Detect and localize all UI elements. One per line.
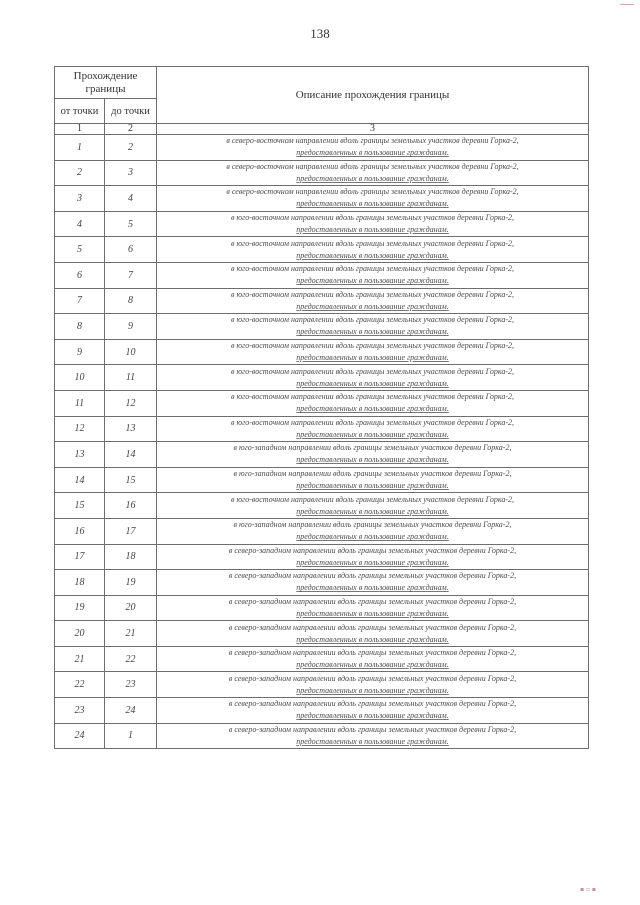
description-line-2: предоставленных в пользование гражданам. xyxy=(296,199,449,209)
description-line-1: в юго-восточном направлении вдоль границы земельных участков деревни Горка-2, xyxy=(230,315,515,325)
to-point-cell: 16 xyxy=(105,493,157,519)
description-line-2: предоставленных в пользование гражданам. xyxy=(296,327,449,337)
header-description: Описание прохождения границы xyxy=(157,67,589,124)
description-line-1: в юго-восточном направлении вдоль границы земельных участков деревни Горка-2, xyxy=(230,289,515,299)
description-line-2: предоставленных в пользование гражданам. xyxy=(296,378,449,388)
description-line-1: в северо-западном направлении вдоль границы земельных участков деревни Горка-2, xyxy=(228,648,517,658)
to-point-cell: 4 xyxy=(105,186,157,212)
table-row xyxy=(55,544,589,570)
from-point-cell: 7 xyxy=(55,288,105,314)
from-point-cell: 8 xyxy=(55,314,105,340)
description-cell xyxy=(157,672,589,698)
from-point-cell: 14 xyxy=(55,467,105,493)
column-number: 1 xyxy=(55,124,105,135)
description-line-1: в северо-западном направлении вдоль границы земельных участков деревни Горка-2, xyxy=(228,724,517,734)
description-line-1: в юго-восточном направлении вдоль границы земельных участков деревни Горка-2, xyxy=(230,494,515,504)
description-line-1: в северо-западном направлении вдоль границы земельных участков деревни Горка-2, xyxy=(228,571,517,581)
description-line-2: предоставленных в пользование гражданам. xyxy=(296,225,449,235)
table-row xyxy=(55,442,589,468)
to-point-cell: 18 xyxy=(105,544,157,570)
description-cell xyxy=(157,544,589,570)
description-cell xyxy=(157,416,589,442)
description-line-2: предоставленных в пользование гражданам. xyxy=(296,736,449,746)
from-point-cell: 2 xyxy=(55,160,105,186)
boundary-table xyxy=(54,66,589,749)
to-point-cell: 1 xyxy=(105,723,157,749)
to-point-cell: 13 xyxy=(105,416,157,442)
table-row xyxy=(55,211,589,237)
description-cell xyxy=(157,135,589,161)
from-point-cell: 10 xyxy=(55,365,105,391)
description-cell xyxy=(157,698,589,724)
from-point-cell: 6 xyxy=(55,262,105,288)
from-point-cell: 1 xyxy=(55,135,105,161)
description-line-1: в северо-западном направлении вдоль границы земельных участков деревни Горка-2, xyxy=(228,622,517,632)
table-row xyxy=(55,237,589,263)
description-cell xyxy=(157,160,589,186)
to-point-cell: 14 xyxy=(105,442,157,468)
description-cell xyxy=(157,339,589,365)
table-row xyxy=(55,314,589,340)
description-line-1: в юго-восточном направлении вдоль границы земельных участков деревни Горка-2, xyxy=(230,341,515,351)
to-point-cell: 21 xyxy=(105,621,157,647)
description-cell xyxy=(157,723,589,749)
to-point-cell: 2 xyxy=(105,135,157,161)
table-row xyxy=(55,467,589,493)
description-line-2: предоставленных в пользование гражданам. xyxy=(296,250,449,260)
description-cell xyxy=(157,493,589,519)
header-from-point: от точки xyxy=(55,99,105,124)
description-line-2: предоставленных в пользование гражданам. xyxy=(296,148,449,158)
table-row xyxy=(55,262,589,288)
from-point-cell: 22 xyxy=(55,672,105,698)
from-point-cell: 9 xyxy=(55,339,105,365)
table-row xyxy=(55,646,589,672)
description-line-1: в северо-западном направлении вдоль границы земельных участков деревни Горка-2, xyxy=(228,596,517,606)
to-point-cell: 8 xyxy=(105,288,157,314)
from-point-cell: 13 xyxy=(55,442,105,468)
from-point-cell: 12 xyxy=(55,416,105,442)
description-cell xyxy=(157,442,589,468)
from-point-cell: 21 xyxy=(55,646,105,672)
description-line-1: в северо-западном направлении вдоль границы земельных участков деревни Горка-2, xyxy=(228,673,517,683)
stamp-mark: ▪ ▫ ▪ xyxy=(579,886,596,893)
description-line-1: в юго-восточном направлении вдоль границы земельных участков деревни Горка-2, xyxy=(230,238,515,248)
column-number: 3 xyxy=(157,124,589,135)
description-cell xyxy=(157,646,589,672)
from-point-cell: 15 xyxy=(55,493,105,519)
description-cell xyxy=(157,621,589,647)
description-cell xyxy=(157,262,589,288)
table-row xyxy=(55,186,589,212)
description-cell xyxy=(157,518,589,544)
table-row xyxy=(55,160,589,186)
description-line-1: в северо-восточном направлении вдоль границы земельных участков деревни Горка-2, xyxy=(226,161,519,171)
to-point-cell: 23 xyxy=(105,672,157,698)
description-line-2: предоставленных в пользование гражданам. xyxy=(296,506,449,516)
from-point-cell: 23 xyxy=(55,698,105,724)
to-point-cell: 17 xyxy=(105,518,157,544)
column-number-row xyxy=(55,124,589,135)
description-cell xyxy=(157,237,589,263)
description-line-1: в юго-западном направлении вдоль границы земельных участков деревни Горка-2, xyxy=(233,443,512,453)
description-line-2: предоставленных в пользование гражданам. xyxy=(296,353,449,363)
to-point-cell: 12 xyxy=(105,390,157,416)
to-point-cell: 5 xyxy=(105,211,157,237)
table-row xyxy=(55,672,589,698)
description-line-2: предоставленных в пользование гражданам. xyxy=(296,532,449,542)
description-cell xyxy=(157,467,589,493)
table-row xyxy=(55,135,589,161)
description-cell xyxy=(157,314,589,340)
description-line-2: предоставленных в пользование гражданам. xyxy=(296,481,449,491)
description-cell xyxy=(157,211,589,237)
description-line-2: предоставленных в пользование гражданам. xyxy=(296,660,449,670)
column-number: 2 xyxy=(105,124,157,135)
description-line-1: в юго-западном направлении вдоль границы земельных участков деревни Горка-2, xyxy=(233,520,512,530)
from-point-cell: 16 xyxy=(55,518,105,544)
description-line-2: предоставленных в пользование гражданам. xyxy=(296,557,449,567)
description-line-2: предоставленных в пользование гражданам. xyxy=(296,685,449,695)
from-point-cell: 5 xyxy=(55,237,105,263)
description-line-2: предоставленных в пользование гражданам. xyxy=(296,301,449,311)
description-line-1: в юго-восточном направлении вдоль границы земельных участков деревни Горка-2, xyxy=(230,417,515,427)
to-point-cell: 15 xyxy=(105,467,157,493)
to-point-cell: 11 xyxy=(105,365,157,391)
table-row xyxy=(55,723,589,749)
table-row xyxy=(55,365,589,391)
to-point-cell: 9 xyxy=(105,314,157,340)
description-line-1: в северо-западном направлении вдоль границы земельных участков деревни Горка-2, xyxy=(228,545,517,555)
description-line-1: в юго-восточном направлении вдоль границы земельных участков деревни Горка-2, xyxy=(230,366,515,376)
from-point-cell: 4 xyxy=(55,211,105,237)
table-row xyxy=(55,493,589,519)
table-row xyxy=(55,518,589,544)
table-body xyxy=(55,135,589,749)
description-line-1: в северо-восточном направлении вдоль границы земельных участков деревни Горка-2, xyxy=(226,136,519,146)
description-line-2: предоставленных в пользование гражданам. xyxy=(296,455,449,465)
page-number: 138 xyxy=(310,26,330,41)
header-passage: Прохождение границы xyxy=(55,67,157,99)
to-point-cell: 20 xyxy=(105,595,157,621)
description-line-2: предоставленных в пользование гражданам. xyxy=(296,404,449,414)
description-line-2: предоставленных в пользование гражданам. xyxy=(296,583,449,593)
description-line-2: предоставленных в пользование гражданам. xyxy=(296,429,449,439)
from-point-cell: 3 xyxy=(55,186,105,212)
to-point-cell: 24 xyxy=(105,698,157,724)
description-cell xyxy=(157,288,589,314)
table-row xyxy=(55,698,589,724)
from-point-cell: 11 xyxy=(55,390,105,416)
from-point-cell: 24 xyxy=(55,723,105,749)
table-row xyxy=(55,621,589,647)
from-point-cell: 19 xyxy=(55,595,105,621)
to-point-cell: 10 xyxy=(105,339,157,365)
description-cell xyxy=(157,365,589,391)
to-point-cell: 3 xyxy=(105,160,157,186)
from-point-cell: 17 xyxy=(55,544,105,570)
from-point-cell: 18 xyxy=(55,570,105,596)
from-point-cell: 20 xyxy=(55,621,105,647)
table-row xyxy=(55,390,589,416)
description-line-1: в юго-западном направлении вдоль границы земельных участков деревни Горка-2, xyxy=(233,469,512,479)
table-row xyxy=(55,570,589,596)
description-line-1: в северо-западном направлении вдоль границы земельных участков деревни Горка-2, xyxy=(228,699,517,709)
to-point-cell: 19 xyxy=(105,570,157,596)
description-line-2: предоставленных в пользование гражданам. xyxy=(296,173,449,183)
description-line-2: предоставленных в пользование гражданам. xyxy=(296,608,449,618)
description-line-2: предоставленных в пользование гражданам. xyxy=(296,276,449,286)
table-row xyxy=(55,288,589,314)
table-row xyxy=(55,339,589,365)
description-line-1: в юго-восточном направлении вдоль границы земельных участков деревни Горка-2, xyxy=(230,392,515,402)
to-point-cell: 7 xyxy=(105,262,157,288)
description-cell xyxy=(157,186,589,212)
description-line-2: предоставленных в пользование гражданам. xyxy=(296,634,449,644)
corner-mark xyxy=(620,0,634,5)
description-line-1: в юго-восточном направлении вдоль границы земельных участков деревни Горка-2, xyxy=(230,213,515,223)
description-cell xyxy=(157,595,589,621)
description-cell xyxy=(157,570,589,596)
description-line-1: в юго-восточном направлении вдоль границы земельных участков деревни Горка-2, xyxy=(230,264,515,274)
table-row xyxy=(55,416,589,442)
description-line-1: в северо-восточном направлении вдоль границы земельных участков деревни Горка-2, xyxy=(226,187,519,197)
to-point-cell: 22 xyxy=(105,646,157,672)
table-row xyxy=(55,595,589,621)
description-cell xyxy=(157,390,589,416)
header-to-point: до точки xyxy=(105,99,157,124)
to-point-cell: 6 xyxy=(105,237,157,263)
description-line-2: предоставленных в пользование гражданам. xyxy=(296,711,449,721)
